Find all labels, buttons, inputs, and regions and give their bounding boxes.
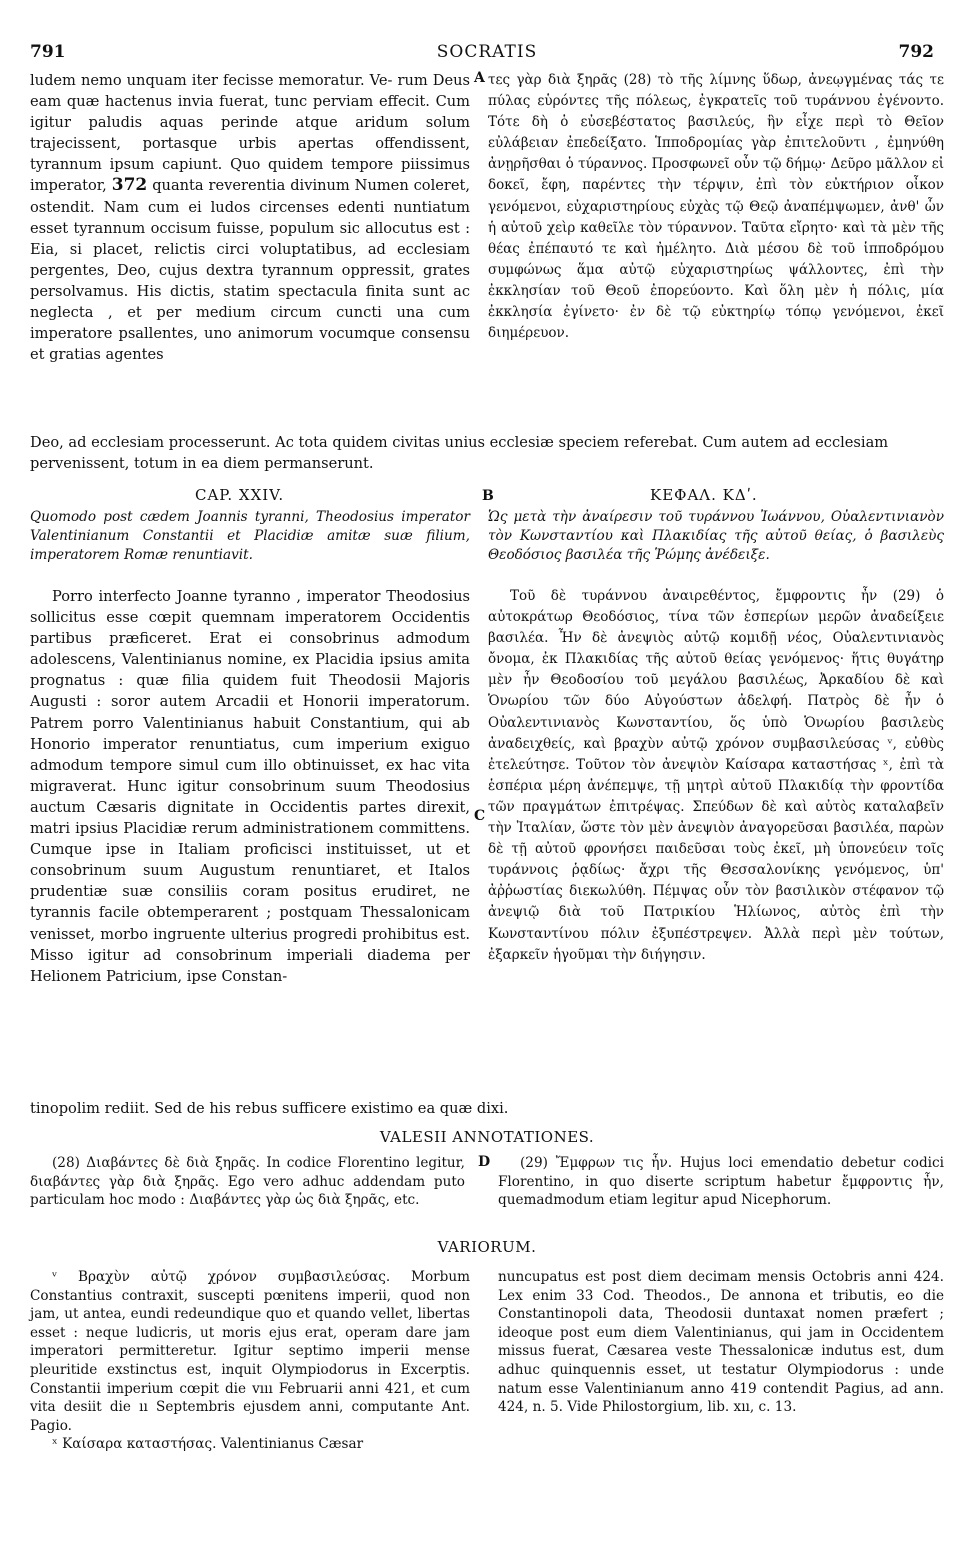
margin-mark-d: D — [478, 1154, 491, 1170]
chapter-heading-latin: CAP. XXIV. — [195, 486, 285, 504]
valesii-note-28: (28) Διαβάντες δὲ διὰ ξηρᾶς. In codice Florentino legitur, διαβάντες γὰρ διὰ ξηρᾶς. Ego vero adhuc addendam puto particulam hoc modo : Διαβάντες γὰρ ὡς διὰ ξηρᾶς, etc. — [30, 1155, 465, 1209]
margin-mark-a: A — [474, 70, 485, 86]
margin-mark-b: B — [482, 488, 494, 504]
variorum-notes-right — [498, 1268, 944, 1417]
chapter-heading-greek: ΚΕΦΑΛ. ΚΔʹ. — [650, 486, 758, 504]
page-number-inline: 372 — [111, 175, 148, 196]
valesii-note-29: (29) Ἔμφρων τις ἦν. Hujus loci emendatio debetur codici Florentino, in quo diserte scriptum habetur ἔμφροντις ἦν, quemadmodum etiam legitur apud Nicephorum. — [498, 1155, 944, 1209]
left-page-number: 791 — [30, 42, 66, 62]
variorum-note-x: ˣ Καίσαρα καταστήσας. Valentinianus Cæsar — [52, 1436, 364, 1453]
greek-top-text: τες γὰρ διὰ ξηρᾶς (28) τὸ τῆς λίμνης ὕδωρ, ἀνεῳγμένας τάς τε πύλας εὑρόντες τῆς πόλεως, ἐγκρατεῖς τοῦ τυράννου ἐγένοντο. Τότε δὴ ὁ εὐσεβέστατος βασιλεύς, ἣν εἶχε περὶ τὸ Θεῖον εὐλάβειαν ἐπεδείξατο. Ἱπποδρομίας γὰρ ἐπιτελοῦντι , ἐμηνύθη ἀνῃρῆσθαι ὁ τύραννος. Προσφωνεῖ οὖν τῷ δήμῳ· Δεῦρο μᾶλλον εἰ δοκεῖ, ἔφη, παρέντες τὴν τέρψιν, ἐπὶ τὸν εὐκτήριον οἶκον γενόμενοι, εὐχαριστηρίους εὐχὰς τῷ Θεῷ ἀναπέμψωμεν, ἀνθ' ὧν ἡ αὐτοῦ χεὶρ καθεῖλε τὸν τύραννον. Ταῦτα εἴρητο· καὶ τὰ μὲν τῆς θέας ἐπέπαυτό τε καὶ ἠμέλητο. Διὰ μέσου δὲ τοῦ ἱπποδρόμου συμφώνως ἅμα αὐτῷ εὐχαριστηρίως ψάλλοντες, ἐπὶ τὴν ἐκκλησίαν τοῦ Θεοῦ ἐπορεύοντο. Καὶ ὅλη μὲν ἡ πόλις, μία ἐκκλησία ἐγίνετο· ἐν δὲ τῷ εὐκτηρίῳ τόπῳ γενόμενοι, ἐκεῖ διημέρευον. — [488, 72, 944, 342]
variorum-notes-left — [30, 1268, 470, 1454]
right-page-number: 792 — [898, 42, 934, 62]
greek-column-chapter — [488, 586, 944, 966]
valesii-heading: VALESII ANNOTATIONES. — [379, 1128, 595, 1146]
running-title: SOCRATIS — [436, 42, 538, 62]
greek-column-top — [488, 70, 944, 344]
margin-mark-c: C — [474, 808, 486, 824]
chapter-summary-latin: Quomodo post cædem Joannis tyranni, Theodosius imperator Valentinianum Constantii et Placidiæ amitæ suæ filium, imperatorem Romæ renuntiavit. — [30, 509, 470, 563]
variorum-note-x-continued: nuncupatus est post diem decimam mensis Octobris anni 424. Lex enim 33 Cod. Theodos., De annona et tributis, eo die Constantinopoli data, Theodosii duntaxat nomen præfert ; ideoque post eum diem Valentinianus, qui jam in Occidentem missus fuerat, Cæsarea veste Thessalonicæ indutus est, dum adhuc quinquennis esset, ut testatur Olympiodorus : unde natum esse Valentinianum anno 419 contendit Pagius, ad ann. 424, n. 5. Vide Philostorgium, lib. xıı, c. 13. — [498, 1269, 944, 1416]
page-header — [0, 42, 974, 66]
variorum-heading: VARIORUM. — [437, 1238, 537, 1256]
greek-chapter-text: Τοῦ δὲ τυράννου ἀναιρεθέντος, ἔμφροντις ἦν (29) ὁ αὐτοκράτωρ Θεοδόσιος, τίνα τῶν ἑσπερίων μερῶν ἀναδείξειε βασιλέα. Ἦν δὲ ἀνεψιὸς αὐτῷ κομιδῇ νέος, Οὐαλεντινιανὸς ὄνομα, ἐκ Πλακιδίας τῆς αὐτοῦ θείας γενόμενος· ἥτις θυγάτηρ μὲν ἦν Θεοδοσίου τοῦ μεγάλου βασιλέως, Ἀρκαδίου δὲ καὶ Ὁνωρίου τῶν δύο Αὐγούστων ἀδελφή. Πατρὸς δὲ ἦν ὁ Οὐαλεντινιανὸς Κωνσταντίου, ὅς ὑπὸ Ὁνωρίου βασιλεὺς ἀναδειχθείς, καὶ βραχὺν αὐτῷ χρόνον συμβασιλεύσας ᵛ, εὐθὺς ἐτελεύτησε. Τοῦτον τὸν ἀνεψιὸν Καίσαρα καταστήσας ˣ, ἐπὶ τὰ ἑσπέρια μέρη ἀνέπεμψε, τῇ μητρὶ αὐτοῦ Πλακιδίᾳ τὴν φροντίδα τῶν πραγμάτων ἐπιτρέψας. Σπεύδων δὲ καὶ αὐτὸς καταλαβεῖν τὴν Ἰταλίαν, ὥστε τὸν μὲν ἀνεψιὸν ἀναγορεῦσαι βασιλέα, παρὼν δὲ τῇ αὐτοῦ φρονήσει παιδεῦσαι τοὺς ἐκεῖ, μὴ ὑπονεύειν τοῖς τυράννοις ῥᾳδίως· ἄχρι τῆς Θεσσαλονίκης γενόμενος, ὑπ' ἀῤῥωστίας διεκωλύθη. Πέμψας οὖν τὸν βασιλικὸν στέφανον τῷ ἀνεψιῷ διὰ τοῦ Πατρικίου Ἡλίωνος, αὐτὸς ἐπὶ τὴν Κωνσταντίνου πόλιν ἐξυπέστρεψεν. Ἀλλὰ περὶ μὲν τούτων, ἐξαρκεῖν ἡγοῦμαι τὴν διήγησιν. — [488, 588, 944, 963]
latin-top-text: ludem nemo unquam iter fecisse memoratur. Ve- rum Deus eam quæ hactenus invia fuerat, tunc perviam effecit. Cum igitur paludis aquas perinde atque aridum solum trajecissent, portasque urbis apertas offendissent, tyrannum ipsum capiunt. Quo quidem tempore piissimus imperator, 372 quanta reverentia divinum Numen coleret, ostendit. Nam cum ei ludos circenses edenti nuntiatum esset tyrannum occisum fuisse, populum sic allocutus est : Eia, si placet, relictis circi voluptatibus, ad ecclesiam pergentes, Deo, cujus dextra tyrannum oppressit, grates persolvamus. His dictis, statim spectacula finita sunt ac neglecta , et per medium circum cuncti una cum imperatore psallentes, uno animorum vocumque consensu et gratias agentes — [30, 72, 471, 364]
latin-chapter-text: Porro interfecto Joanne tyranno , imperator Theodosius sollicitus esse cœpit quemnam imperatorem Occidentis partibus præficeret. Erat ei consobrinus admodum adolescens, Valentinianus nomine, ex Placidia ipsius amita prognatus : quæ filia quidem fuit Theodosii Majoris Augusti : soror autem Arcadii et Honorii imperatorum. Patrem porro Valentinianus habuit Constantium, qui ab Honorio imperator renuntiatus, cum imperium exiguo admodum tempore simul cum illo obtinuisset, ex hac vita migraverat. Hunc igitur consobrinum suum Theodosius auctum Cæsaris dignitate in Occidentis partes direxit, matri ipsius Placidiæ rerum administrationem committens. Cumque ipse in Italiam proficisci instituisset, ut et consobrinum suum Augustum renuntiaret, et Italos prudentiæ suæ consiliis coram positus erudiret, ne tyrannis facile obtemperarent ; postquam Thessalonicam venisset, morbo ingruente ulterius progredi prohibitus est. Misso igitur ad consobrinum imperiali diadema per Helionem Patricium, ipse Constan- — [30, 588, 470, 985]
latin-full-width-end: tinopolim rediit. Sed de his rebus sufficere existimo ea quæ dixi. — [30, 1100, 509, 1117]
variorum-note-v: ᵛ Βραχὺν αὐτῷ χρόνον συμβασιλεύσας. Morbum Constantius contraxit, suscepti pœnitens imperii, quod non jam, ut antea, eundi redeundique quo et quando vellet, libertas esset : neque ludicris, ut moris ejus erat, operam dare jam imperatori permitteretur. Igitur septimo imperii mense pleuritide exstinctus est, inquit Olympiodorus in Excerptis. Constantii imperium cœpit die vııı Februarii anni 421, et cum vita desiit die ıı Septembris ejusdem anni, computante Ant. Pagio. — [30, 1269, 470, 1434]
chapter-summary-greek: Ὡς μετὰ τὴν ἀναίρεσιν τοῦ τυράννου Ἰωάννου, Οὐαλεντινιανὸν τὸν Κωνσταντίου καὶ Πλακιδίας τῆς αὐτοῦ θείας, ὁ βασιλεὺς Θεοδόσιος βασιλέα τῆς Ῥώμης ἀνέδειξε. — [488, 509, 944, 563]
latin-column-top — [30, 70, 470, 365]
latin-column-chapter — [30, 586, 470, 987]
latin-full-width-top: Deo, ad ecclesiam processerunt. Ac tota quidem civitas unius ecclesiæ speciem referebat. Cum autem ad ecclesiam pervenissent, totum in ea diem permanserunt. — [30, 434, 889, 473]
